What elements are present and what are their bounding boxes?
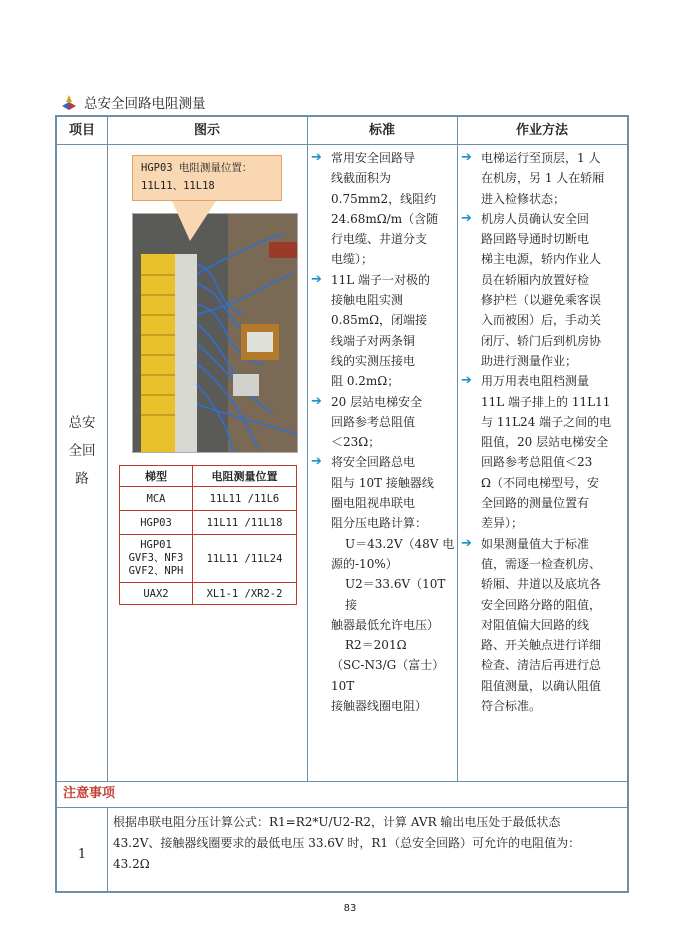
section-heading bbox=[62, 92, 206, 112]
standard-item: ➔ 将安全回路总电 阻与 10T 接触器线 圈电阻视串联电 阻分压电路计算： bbox=[311, 454, 434, 531]
terminal-block-photo bbox=[132, 213, 298, 453]
col-type: 梯型 bbox=[120, 466, 193, 487]
bullet-icon bbox=[62, 95, 76, 109]
method-item: ➔ 用万用表电阻档测量 11L 端子排上的 11L11 与 11L24 端子之间的电 阻值，20 层站电梯安全 回路参考总阻值＜23 Ω（不同电梯型号，安 全回路的测量位置有 差异）； bbox=[461, 373, 612, 531]
header-standard: 标准 bbox=[368, 123, 395, 138]
notice-heading: 注意事项 bbox=[63, 786, 116, 801]
header-figure: 图示 bbox=[193, 123, 220, 138]
col-position: 电阻测量位置 bbox=[193, 466, 297, 487]
table-row: MCA 11L11 /11L6 bbox=[120, 487, 297, 511]
page-number: 83 bbox=[343, 903, 357, 914]
method-item: ➔ 机房人员确认安全回 路回路导通时切断电 梯主电源，轿内作业人 员在轿厢内放置好检 修护栏（以避免乘客误 入而被困）后，手动关 闭厅、轿门后到机房协 助进行测量作业； bbox=[461, 210, 602, 368]
arrow-icon: ➔ bbox=[311, 454, 322, 470]
header-method: 作业方法 bbox=[515, 123, 568, 138]
measurement-callout: HGP03 电阻测量位置： 11L11、11L18 bbox=[132, 155, 282, 201]
standard-item: ➔ 20 层站电梯安全 回路参考总阻值 ＜23Ω； bbox=[311, 393, 423, 450]
arrow-icon: ➔ bbox=[461, 373, 472, 389]
method-item: ➔ 如果测量值大于标准 值，需逐一检查机房、 轿厢、井道以及底坑各 安全回路分路的阻值， 对阻值偏大回路的线 路、开关触点进行详细 检查、清洁后再进行总 阻值测量，以确认阻值 符合标准。 bbox=[461, 535, 602, 714]
header-item: 项目 bbox=[68, 123, 95, 138]
formula-block: U＝43.2V（48V 电 源的-10%） U2＝33.6V（10T 接 触器最低允许电压） R2＝201Ω （SC-N3/G（富士）10T 接触器线圈电阻） bbox=[331, 536, 455, 714]
arrow-icon: ➔ bbox=[311, 150, 322, 165]
category-cell: 总安 全回 路 bbox=[68, 415, 96, 487]
measurement-position-table bbox=[119, 465, 297, 605]
table-row: HGP01 GVF3、NF3 GVF2、NPH 11L11 /11L24 bbox=[120, 535, 297, 583]
inspection-table bbox=[55, 115, 629, 893]
standard-item: ➔ 11L 端子一对极的 接触电阻实测 0.85mΩ，闭端接 线端子对两条铜 线的实测压接电 阻 0.2mΩ； bbox=[311, 271, 431, 389]
table-row: UAX2 XL1-1 /XR2-2 bbox=[120, 583, 297, 605]
section-title: 总安全回路电阻测量 bbox=[84, 96, 206, 112]
arrow-icon: ➔ bbox=[461, 535, 472, 551]
standard-column bbox=[311, 148, 456, 716]
table-row: HGP03 11L11 /11L18 bbox=[120, 511, 297, 535]
arrow-icon: ➔ bbox=[311, 271, 322, 287]
arrow-icon: ➔ bbox=[461, 150, 472, 165]
note-text: 根据串联电阻分压计算公式：R1=R2*U/U2-R2，计算 AVR 输出电压处于最低状态 43.2V、接触器线圈要求的最低电压 33.6V 时，R1（总安全回路）可允许的电阻值为： 43.2Ω bbox=[113, 815, 581, 871]
method-column bbox=[461, 148, 627, 716]
note-number: 1 bbox=[77, 847, 87, 862]
arrow-icon: ➔ bbox=[311, 393, 322, 409]
method-item: ➔ 电梯运行至顶层，1 人 在机房，另 1 人在轿厢 进入检修状态； bbox=[461, 150, 605, 206]
standard-item: ➔ 常用安全回路导 线截面积为 0.75mm2，线阻约 24.68mΩ/m（含随 行电缆、井道分支 电缆）； bbox=[311, 150, 439, 267]
arrow-icon: ➔ bbox=[461, 210, 472, 226]
callout-pointer bbox=[172, 201, 216, 241]
